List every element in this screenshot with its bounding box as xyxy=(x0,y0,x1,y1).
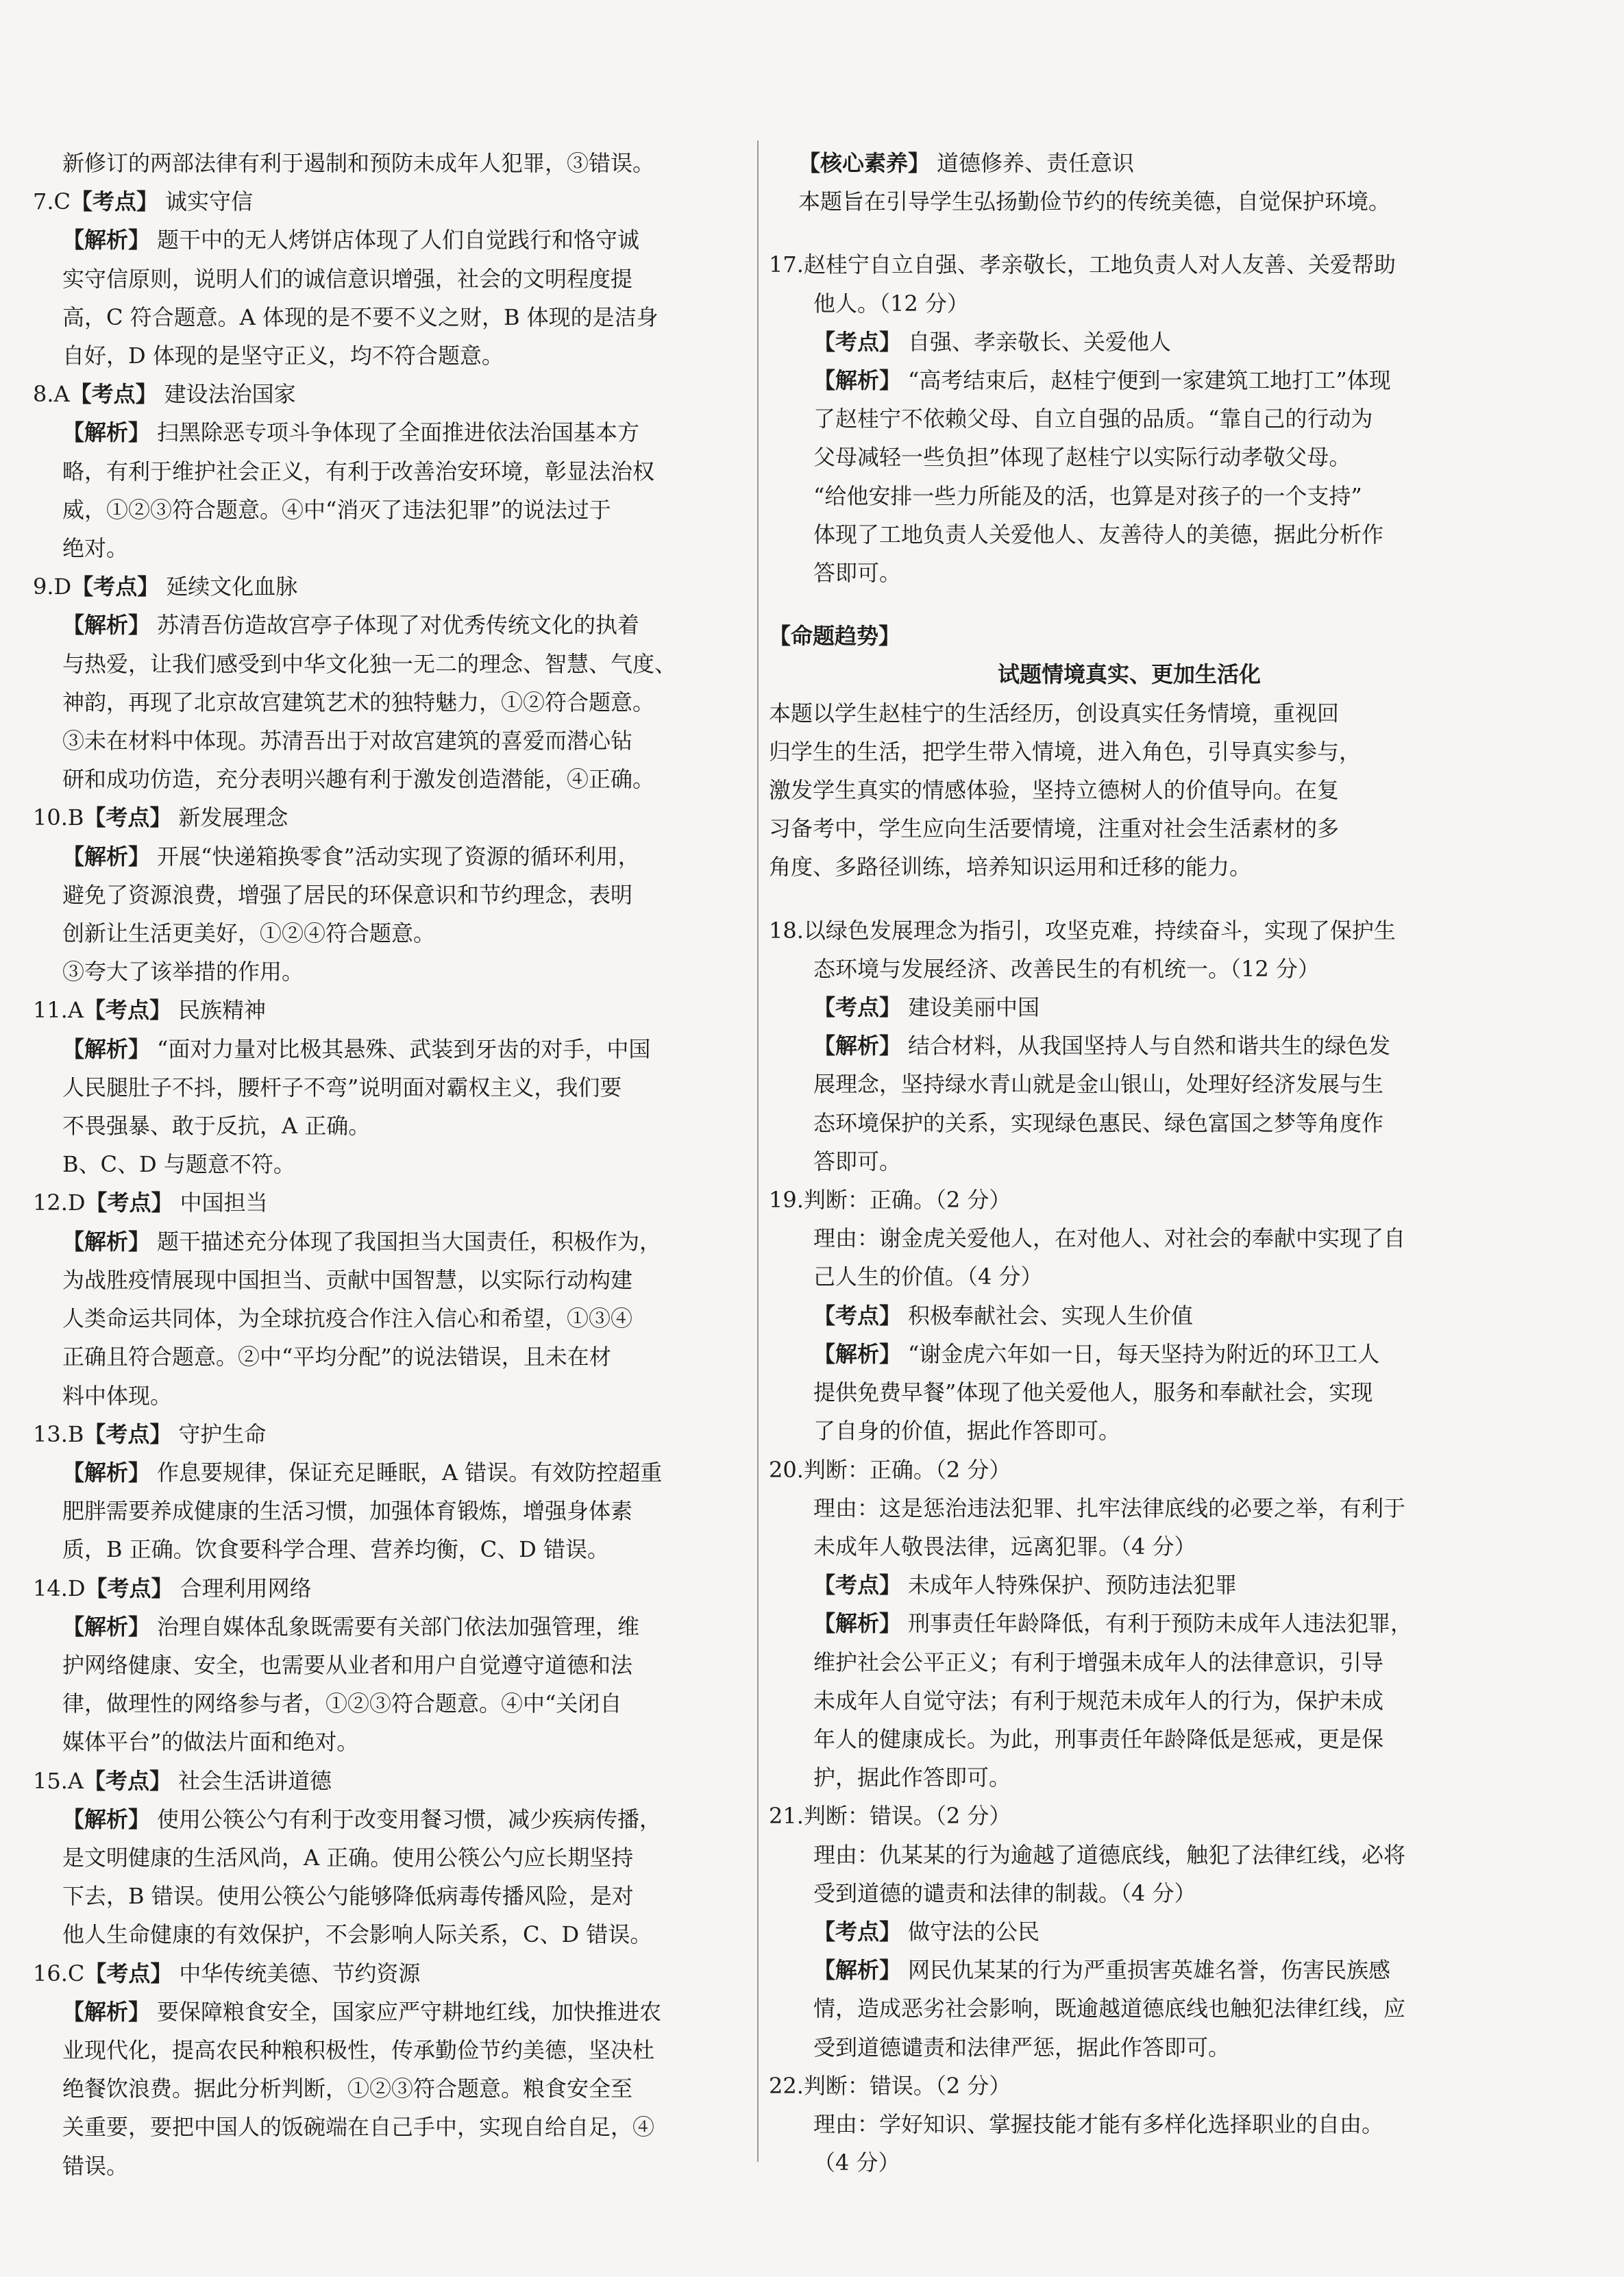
section-label: 【解析】 xyxy=(62,1035,151,1062)
text-line-q17-j2 xyxy=(769,399,1490,438)
line-text: ③未在材料中体现。苏清吾出于对故宫建筑的喜爱而潜心钻 xyxy=(62,728,633,754)
text-line-q10 xyxy=(33,798,746,837)
line-text: 建设法治国家 xyxy=(164,381,296,408)
text-line-q15-j3 xyxy=(33,1877,746,1915)
section-label: 【解析】 xyxy=(813,1033,902,1059)
text-line-trend-1 xyxy=(769,694,1490,733)
text-line-q8-j3 xyxy=(33,491,746,529)
line-text: 实守信原则，说明人们的诚信意识增强，社会的文明程度提 xyxy=(62,265,633,292)
line-text: 诚实守信 xyxy=(165,188,254,215)
line-text: 他人生命健康的有效保护，不会影响人际关系，C、D 错误。 xyxy=(62,1921,652,1948)
text-line-trend-t xyxy=(769,655,1490,693)
text-line-q15-j2 xyxy=(33,1838,746,1877)
text-line-q11-j1 xyxy=(33,1030,746,1068)
line-text: ③夸大了该举措的作用。 xyxy=(62,959,304,985)
line-text: 正确且符合题意。②中“平均分配”的说法错误，且未在材 xyxy=(62,1344,611,1370)
line-text: 年人的健康成长。为此，刑事责任年龄降低是惩戒，更是保 xyxy=(813,1725,1384,1752)
text-line-q9-j3 xyxy=(33,683,746,722)
line-text: 绝餐饮浪费。据此分析判断，①②③符合题意。粮食安全至 xyxy=(62,2076,633,2102)
question-number: 22. xyxy=(769,2072,804,2099)
line-text: 律，做理性的网络参与者，①②③符合题意。④中“关闭自 xyxy=(62,1690,622,1717)
section-label: 【解析】 xyxy=(813,1340,902,1367)
line-text: （4 分） xyxy=(813,2150,900,2176)
text-line-q20-r2 xyxy=(769,1527,1490,1566)
question-number: 19. xyxy=(769,1187,804,1214)
section-label: 【解析】 xyxy=(813,367,902,394)
text-line-q19-j2 xyxy=(769,1373,1490,1412)
question-number: 18. xyxy=(769,917,804,944)
section-label: 【解析】 xyxy=(62,1228,151,1255)
text-line-q12-j5 xyxy=(33,1377,746,1415)
section-label: 【考点】 xyxy=(71,188,159,215)
section-label: 【考点】 xyxy=(69,381,158,408)
text-line-q13-j3 xyxy=(33,1530,746,1568)
text-line-q21-k xyxy=(769,1912,1490,1951)
line-text: 新发展理念 xyxy=(178,804,288,831)
line-text: 新修订的两部法律有利于遏制和预防未成年人犯罪，③错误。 xyxy=(62,150,655,176)
text-line-q18 xyxy=(769,911,1490,950)
section-label: 【考点】 xyxy=(85,1575,173,1601)
text-line-q9-j2 xyxy=(33,645,746,683)
line-text: 角度、多路径训练，培养知识运用和迁移的能力。 xyxy=(769,854,1252,881)
text-line-q9 xyxy=(33,567,746,606)
section-label: 【解析】 xyxy=(62,1806,151,1832)
text-line-q10-j3 xyxy=(33,914,746,952)
text-line-q21-j1 xyxy=(769,1951,1490,1989)
line-text: 社会生活讲道德 xyxy=(178,1767,332,1794)
section-label: 【解析】 xyxy=(62,612,151,639)
line-text: 未成年人敬畏法律，远离犯罪。（4 分） xyxy=(813,1533,1196,1560)
line-text: 维护社会公平正义；有利于增强未成年人的法律意识，引导 xyxy=(813,1649,1384,1675)
text-line-q17-b xyxy=(769,284,1490,323)
line-text: 习备考中，学生应向生活要情境，注重对社会生活素材的多 xyxy=(769,815,1340,842)
text-line-q13-j1 xyxy=(33,1453,746,1492)
line-text: 理由：谢金虎关爱他人，在对他人、对社会的奉献中实现了自 xyxy=(813,1225,1406,1252)
line-text: 未成年人特殊保护、预防违法犯罪 xyxy=(908,1572,1238,1599)
line-text: 己人生的价值。（4 分） xyxy=(813,1264,1043,1290)
line-text: 理由：学好知识、掌握技能才能有多样化选择职业的自由。 xyxy=(813,2110,1384,2137)
line-text: 赵桂宁自立自强、孝亲敬长，工地负责人对人友善、关爱帮助 xyxy=(803,251,1396,278)
line-text: 刑事责任年龄降低，有利于预防未成年人违法犯罪， xyxy=(908,1610,1413,1637)
line-text: 延续文化血脉 xyxy=(166,574,298,600)
section-label: 【考点】 xyxy=(813,1572,902,1599)
line-text: “高考结束后，赵桂宁便到一家建筑工地打工”体现 xyxy=(908,367,1391,394)
section-label: 【考点】 xyxy=(813,1302,902,1329)
text-line-l-cont xyxy=(33,144,746,182)
text-line-q11-j4 xyxy=(33,1145,746,1183)
line-text: 创新让生活更美好，①②④符合题意。 xyxy=(62,920,436,947)
line-text: 扫黑除恶专项斗争体现了全面推进依法治国基本方 xyxy=(157,419,640,446)
line-text: 态环境保护的关系，实现绿色惠民、绿色富国之梦等角度作 xyxy=(813,1109,1384,1136)
section-label: 【解析】 xyxy=(62,1459,151,1486)
line-text: 结合材料，从我国坚持人与自然和谐共生的绿色发 xyxy=(908,1033,1391,1059)
text-line-q7-j1 xyxy=(33,221,746,259)
text-line-q21-j3 xyxy=(769,2028,1490,2067)
text-line-q8-j4 xyxy=(33,529,746,567)
text-line-trend xyxy=(769,617,1490,655)
line-text: 本题旨在引导学生弘扬勤俭节约的传统美德，自觉保护环境。 xyxy=(798,188,1391,215)
text-line-q10-j2 xyxy=(33,876,746,914)
line-text: 答即可。 xyxy=(813,560,902,587)
section-label: 【考点】 xyxy=(813,328,902,355)
line-text: 判断：正确。（2 分） xyxy=(803,1187,1011,1214)
text-line-q22-r2 xyxy=(769,2143,1490,2182)
text-line-q17 xyxy=(769,245,1490,284)
line-text: 研和成功仿造，充分表明兴趣有利于激发创造潜能，④正确。 xyxy=(62,766,655,793)
text-line-q12-j3 xyxy=(33,1299,746,1338)
line-text: 了自身的价值，据此作答即可。 xyxy=(813,1418,1121,1444)
text-line-q15 xyxy=(33,1762,746,1800)
line-text: 护网络健康、安全，也需要从业者和用户自觉遵守道德和法 xyxy=(62,1651,633,1678)
text-line-q22-r1 xyxy=(769,2105,1490,2143)
text-line-q18-j3 xyxy=(769,1104,1490,1142)
line-text: 题干描述充分体现了我国担当大国责任，积极作为， xyxy=(157,1228,662,1255)
text-line-q11 xyxy=(33,991,746,1029)
section-label: 【考点】 xyxy=(84,1960,173,1986)
line-text: 为战胜疫情展现中国担当、贡献中国智慧，以实际行动构建 xyxy=(62,1266,633,1293)
text-line-q17-j3 xyxy=(769,438,1490,476)
text-line-q20-j4 xyxy=(769,1720,1490,1758)
text-line-q18-k xyxy=(769,988,1490,1026)
text-line-q17-j1 xyxy=(769,361,1490,399)
text-line-q13 xyxy=(33,1415,746,1453)
text-line-q20-k xyxy=(769,1566,1490,1604)
line-text: 自好，D 体现的是坚守正义，均不符合题意。 xyxy=(62,343,504,369)
text-line-q7-j4 xyxy=(33,336,746,375)
section-gap xyxy=(769,592,1490,617)
text-line-q20-j2 xyxy=(769,1643,1490,1682)
line-text: 人民腿肚子不抖，腰杆子不弯”说明面对霸权主义，我们要 xyxy=(62,1074,622,1100)
line-text: 关重要，要把中国人的饭碗端在自己手中，实现自给自足，④ xyxy=(62,2114,655,2141)
text-line-q10-j4 xyxy=(33,952,746,991)
line-text: 自强、孝亲敬长、关爱他人 xyxy=(908,328,1172,355)
line-text: 试题情境真实、更加生活化 xyxy=(997,661,1261,688)
line-text: 判断：错误。（2 分） xyxy=(803,2072,1011,2099)
text-line-q12-j4 xyxy=(33,1338,746,1376)
text-line-q22 xyxy=(769,2067,1490,2105)
line-text: 以绿色发展理念为指引，攻坚克难，持续奋斗，实现了保护生 xyxy=(803,917,1396,944)
line-text: 民族精神 xyxy=(178,997,267,1024)
text-line-q15-j4 xyxy=(33,1915,746,1954)
line-text: 道德修养、责任意识 xyxy=(937,150,1135,176)
text-line-trend-2 xyxy=(769,733,1490,771)
text-line-q19 xyxy=(769,1181,1490,1219)
line-text: 提供免费早餐”体现了他关爱他人，服务和奉献社会，实现 xyxy=(813,1379,1373,1406)
line-text: 治理自媒体乱象既需要有关部门依法加强管理，维 xyxy=(157,1613,640,1640)
text-line-q21 xyxy=(769,1797,1490,1835)
section-label: 【解析】 xyxy=(62,419,151,446)
text-line-trend-4 xyxy=(769,809,1490,848)
text-line-q18-j2 xyxy=(769,1065,1490,1103)
line-text: 判断：错误。（2 分） xyxy=(803,1803,1011,1830)
line-text: 态环境与发展经济、改善民生的有机统一。（12 分） xyxy=(813,955,1320,982)
line-text: 作息要规律，保证充足睡眠，A 错误。有效防控超重 xyxy=(157,1459,663,1486)
text-line-q14 xyxy=(33,1569,746,1608)
question-number: 10.B xyxy=(33,804,84,831)
line-text: 媒体平台”的做法片面和绝对。 xyxy=(62,1729,359,1756)
question-number: 12.D xyxy=(33,1190,86,1216)
text-line-q21-r1 xyxy=(769,1836,1490,1874)
line-text: 略，有利于维护社会正义，有利于改善治安环境，彰显法治权 xyxy=(62,458,655,484)
line-text: 网民仇某某的行为严重损害英雄名誉，伤害民族感 xyxy=(908,1957,1391,1984)
line-text: 与热爱，让我们感受到中华文化独一无二的理念、智慧、气度、 xyxy=(62,650,677,677)
line-text: 判断：正确。（2 分） xyxy=(803,1456,1011,1483)
text-line-q19-r1 xyxy=(769,1219,1490,1257)
section-label: 【解析】 xyxy=(813,1610,902,1637)
question-number: 17. xyxy=(769,251,804,278)
text-line-r16-s1 xyxy=(769,182,1490,221)
section-label: 【解析】 xyxy=(62,1998,151,2025)
text-line-q18-b xyxy=(769,950,1490,988)
text-line-q20-j3 xyxy=(769,1682,1490,1720)
line-text: 本题以学生赵桂宁的生活经历，创设真实任务情境，重视回 xyxy=(769,700,1340,726)
text-line-q14-j1 xyxy=(33,1608,746,1646)
text-line-q21-j2 xyxy=(769,1989,1490,2028)
question-number: 13.B xyxy=(33,1420,84,1447)
text-line-q20 xyxy=(769,1451,1490,1489)
line-text: 人类命运共同体，为全球抗疫合作注入信心和希望，①③④ xyxy=(62,1305,633,1332)
question-number: 14.D xyxy=(33,1575,86,1601)
text-line-r16-s xyxy=(769,144,1490,182)
section-label: 【考点】 xyxy=(813,1918,902,1945)
text-line-q19-j3 xyxy=(769,1412,1490,1450)
section-label: 【考点】 xyxy=(84,804,172,831)
line-text: 威，①②③符合题意。④中“消灭了违法犯罪”的说法过于 xyxy=(62,496,611,523)
line-text: 体现了工地负责人关爱他人、友善待人的美德，据此分析作 xyxy=(813,521,1384,547)
question-number: 16.C xyxy=(33,1960,85,1986)
line-text: 料中体现。 xyxy=(62,1382,173,1409)
line-text: 要保障粮食安全，国家应严守耕地红线，加快推进农 xyxy=(157,1998,662,2025)
section-label: 【命题趋势】 xyxy=(769,623,901,650)
text-line-q14-j3 xyxy=(33,1684,746,1723)
line-text: 是文明健康的生活风尚，A 正确。使用公筷公勺应长期坚持 xyxy=(62,1844,634,1871)
line-text: 受到道德的谴责和法律的制裁。（4 分） xyxy=(813,1880,1196,1906)
line-text: 中华传统美德、节约资源 xyxy=(179,1960,421,1986)
line-text: 父母减轻一些负担”体现了赵桂宁以实际行动孝敬父母。 xyxy=(813,444,1351,471)
line-text: 受到道德谴责和法律严惩，据此作答即可。 xyxy=(813,2034,1231,2060)
line-text: 质，B 正确。饮食要科学合理、营养均衡，C、D 错误。 xyxy=(62,1536,610,1563)
line-text: 情，造成恶劣社会影响，既逾越道德底线也触犯法律红线，应 xyxy=(813,1995,1406,2022)
text-line-q8-j1 xyxy=(33,413,746,452)
question-number: 9.D xyxy=(33,574,72,600)
line-text: 建设美丽中国 xyxy=(908,994,1040,1021)
line-text: 积极奉献社会、实现人生价值 xyxy=(908,1302,1194,1329)
line-text: B、C、D 与题意不符。 xyxy=(62,1151,295,1178)
text-line-q7-j2 xyxy=(33,260,746,298)
text-line-q12 xyxy=(33,1183,746,1222)
line-text: 不畏强暴、敢于反抗，A 正确。 xyxy=(62,1113,371,1140)
question-number: 7.C xyxy=(33,188,71,215)
line-text: 护，据此作答即可。 xyxy=(813,1764,1011,1791)
question-number: 20. xyxy=(769,1456,804,1483)
line-text: 理由：仇某某的行为逾越了道德底线，触犯了法律红线，必将 xyxy=(813,1841,1406,1868)
text-line-q17-j6 xyxy=(769,554,1490,592)
line-text: 了赵桂宁不依赖父母、自立自强的品质。“靠自己的行动为 xyxy=(813,406,1373,432)
text-line-q9-j5 xyxy=(33,760,746,798)
text-line-q16-j4 xyxy=(33,2108,746,2146)
line-text: 合理利用网络 xyxy=(180,1575,312,1601)
question-number: 21. xyxy=(769,1803,804,1830)
text-line-q12-j1 xyxy=(33,1222,746,1261)
line-text: “面对力量对比极其悬殊、武装到牙齿的对手，中国 xyxy=(157,1035,651,1062)
text-line-q19-j1 xyxy=(769,1335,1490,1373)
line-text: 高，C 符合题意。A 体现的是不要不义之财，B 体现的是洁身 xyxy=(62,304,659,330)
line-text: 守护生命 xyxy=(178,1420,267,1447)
line-text: 苏清吾仿造故宫亭子体现了对优秀传统文化的执着 xyxy=(157,612,640,639)
text-line-trend-3 xyxy=(769,771,1490,809)
text-line-q14-j2 xyxy=(33,1646,746,1684)
line-text: 激发学生真实的情感体验，坚持立德树人的价值导向。在复 xyxy=(769,777,1340,804)
question-number: 8.A xyxy=(33,381,70,408)
text-line-q8-j2 xyxy=(33,452,746,491)
line-text: 做守法的公民 xyxy=(908,1918,1040,1945)
text-line-q7 xyxy=(33,182,746,221)
left-column xyxy=(33,144,746,2185)
text-line-q16 xyxy=(33,1954,746,1993)
section-label: 【解析】 xyxy=(62,1613,151,1640)
line-text: 理由：这是惩治违法犯罪、扎牢法律底线的必要之举，有利于 xyxy=(813,1494,1406,1521)
text-line-q14-j4 xyxy=(33,1723,746,1761)
text-line-q19-r2 xyxy=(769,1257,1490,1296)
section-label: 【考点】 xyxy=(84,1767,172,1794)
text-line-trend-5 xyxy=(769,848,1490,886)
line-text: 答即可。 xyxy=(813,1148,902,1174)
line-text: 题干中的无人烤饼店体现了人们自觉践行和恪守诚 xyxy=(157,227,640,254)
section-label: 【解析】 xyxy=(62,843,151,870)
line-text: “谢金虎六年如一日，每天坚持为附近的环卫工人 xyxy=(908,1340,1380,1367)
text-line-q13-j2 xyxy=(33,1492,746,1530)
text-line-q16-j2 xyxy=(33,2031,746,2069)
text-line-q16-j5 xyxy=(33,2147,746,2185)
text-line-q9-j4 xyxy=(33,722,746,760)
line-text: 业现代化，提高农民种粮积极性，传承勤俭节约美德，坚决杜 xyxy=(62,2036,655,2063)
text-line-q17-k xyxy=(769,323,1490,361)
text-line-q10-j1 xyxy=(33,837,746,876)
text-line-q17-j5 xyxy=(769,515,1490,554)
line-text: 神韵，再现了北京故宫建筑艺术的独特魅力，①②符合题意。 xyxy=(62,689,655,715)
line-text: 展理念，坚持绿水青山就是金山银山，处理好经济发展与生 xyxy=(813,1071,1384,1098)
text-line-q18-j1 xyxy=(769,1026,1490,1065)
line-text: 使用公筷公勺有利于改变用餐习惯，减少疾病传播， xyxy=(157,1806,662,1832)
question-number: 11.A xyxy=(33,997,84,1024)
section-label: 【考点】 xyxy=(813,994,902,1021)
column-divider xyxy=(757,140,759,2162)
line-text: 避免了资源浪费，增强了居民的环保意识和节约理念，表明 xyxy=(62,881,633,908)
line-text: 开展“快递箱换零食”活动实现了资源的循环利用， xyxy=(157,843,640,870)
text-line-q19-k xyxy=(769,1296,1490,1335)
line-text: 肥胖需要养成健康的生活习惯，加强体育锻炼，增强身体素 xyxy=(62,1498,633,1525)
section-label: 【考点】 xyxy=(71,574,160,600)
text-line-q18-j4 xyxy=(769,1142,1490,1181)
section-gap xyxy=(769,887,1490,911)
text-line-q11-j2 xyxy=(33,1068,746,1107)
line-text: “给他安排一些力所能及的活，也算是对孩子的一个支持” xyxy=(813,482,1362,509)
text-line-q9-j1 xyxy=(33,606,746,644)
line-text: 下去，B 错误。使用公筷公勺能够降低病毒传播风险，是对 xyxy=(62,1883,634,1910)
line-text: 绝对。 xyxy=(62,535,129,562)
text-line-q7-j3 xyxy=(33,298,746,336)
text-line-q11-j3 xyxy=(33,1107,746,1145)
line-text: 他人。（12 分） xyxy=(813,290,969,317)
section-label: 【考点】 xyxy=(85,1190,173,1216)
section-label: 【核心素养】 xyxy=(798,150,931,176)
text-line-q21-r2 xyxy=(769,1874,1490,1912)
text-line-q16-j1 xyxy=(33,1993,746,2031)
section-label: 【考点】 xyxy=(84,1420,172,1447)
section-label: 【考点】 xyxy=(84,997,172,1024)
text-line-q8 xyxy=(33,375,746,413)
text-line-q20-j5 xyxy=(769,1758,1490,1797)
right-column xyxy=(769,144,1490,2182)
text-line-q20-r1 xyxy=(769,1489,1490,1527)
text-line-q12-j2 xyxy=(33,1261,746,1299)
line-text: 中国担当 xyxy=(180,1190,268,1216)
text-line-q16-j3 xyxy=(33,2069,746,2108)
text-line-q20-j1 xyxy=(769,1604,1490,1642)
section-label: 【解析】 xyxy=(62,227,151,254)
question-number: 15.A xyxy=(33,1767,84,1794)
line-text: 归学生的生活，把学生带入情境，进入角色，引导真实参与， xyxy=(769,738,1362,765)
section-gap xyxy=(769,221,1490,245)
text-line-q17-j4 xyxy=(769,477,1490,515)
line-text: 错误。 xyxy=(62,2152,129,2179)
text-line-q15-j1 xyxy=(33,1800,746,1838)
section-label: 【解析】 xyxy=(813,1957,902,1984)
line-text: 未成年人自觉守法；有利于规范未成年人的行为，保护未成 xyxy=(813,1687,1384,1714)
